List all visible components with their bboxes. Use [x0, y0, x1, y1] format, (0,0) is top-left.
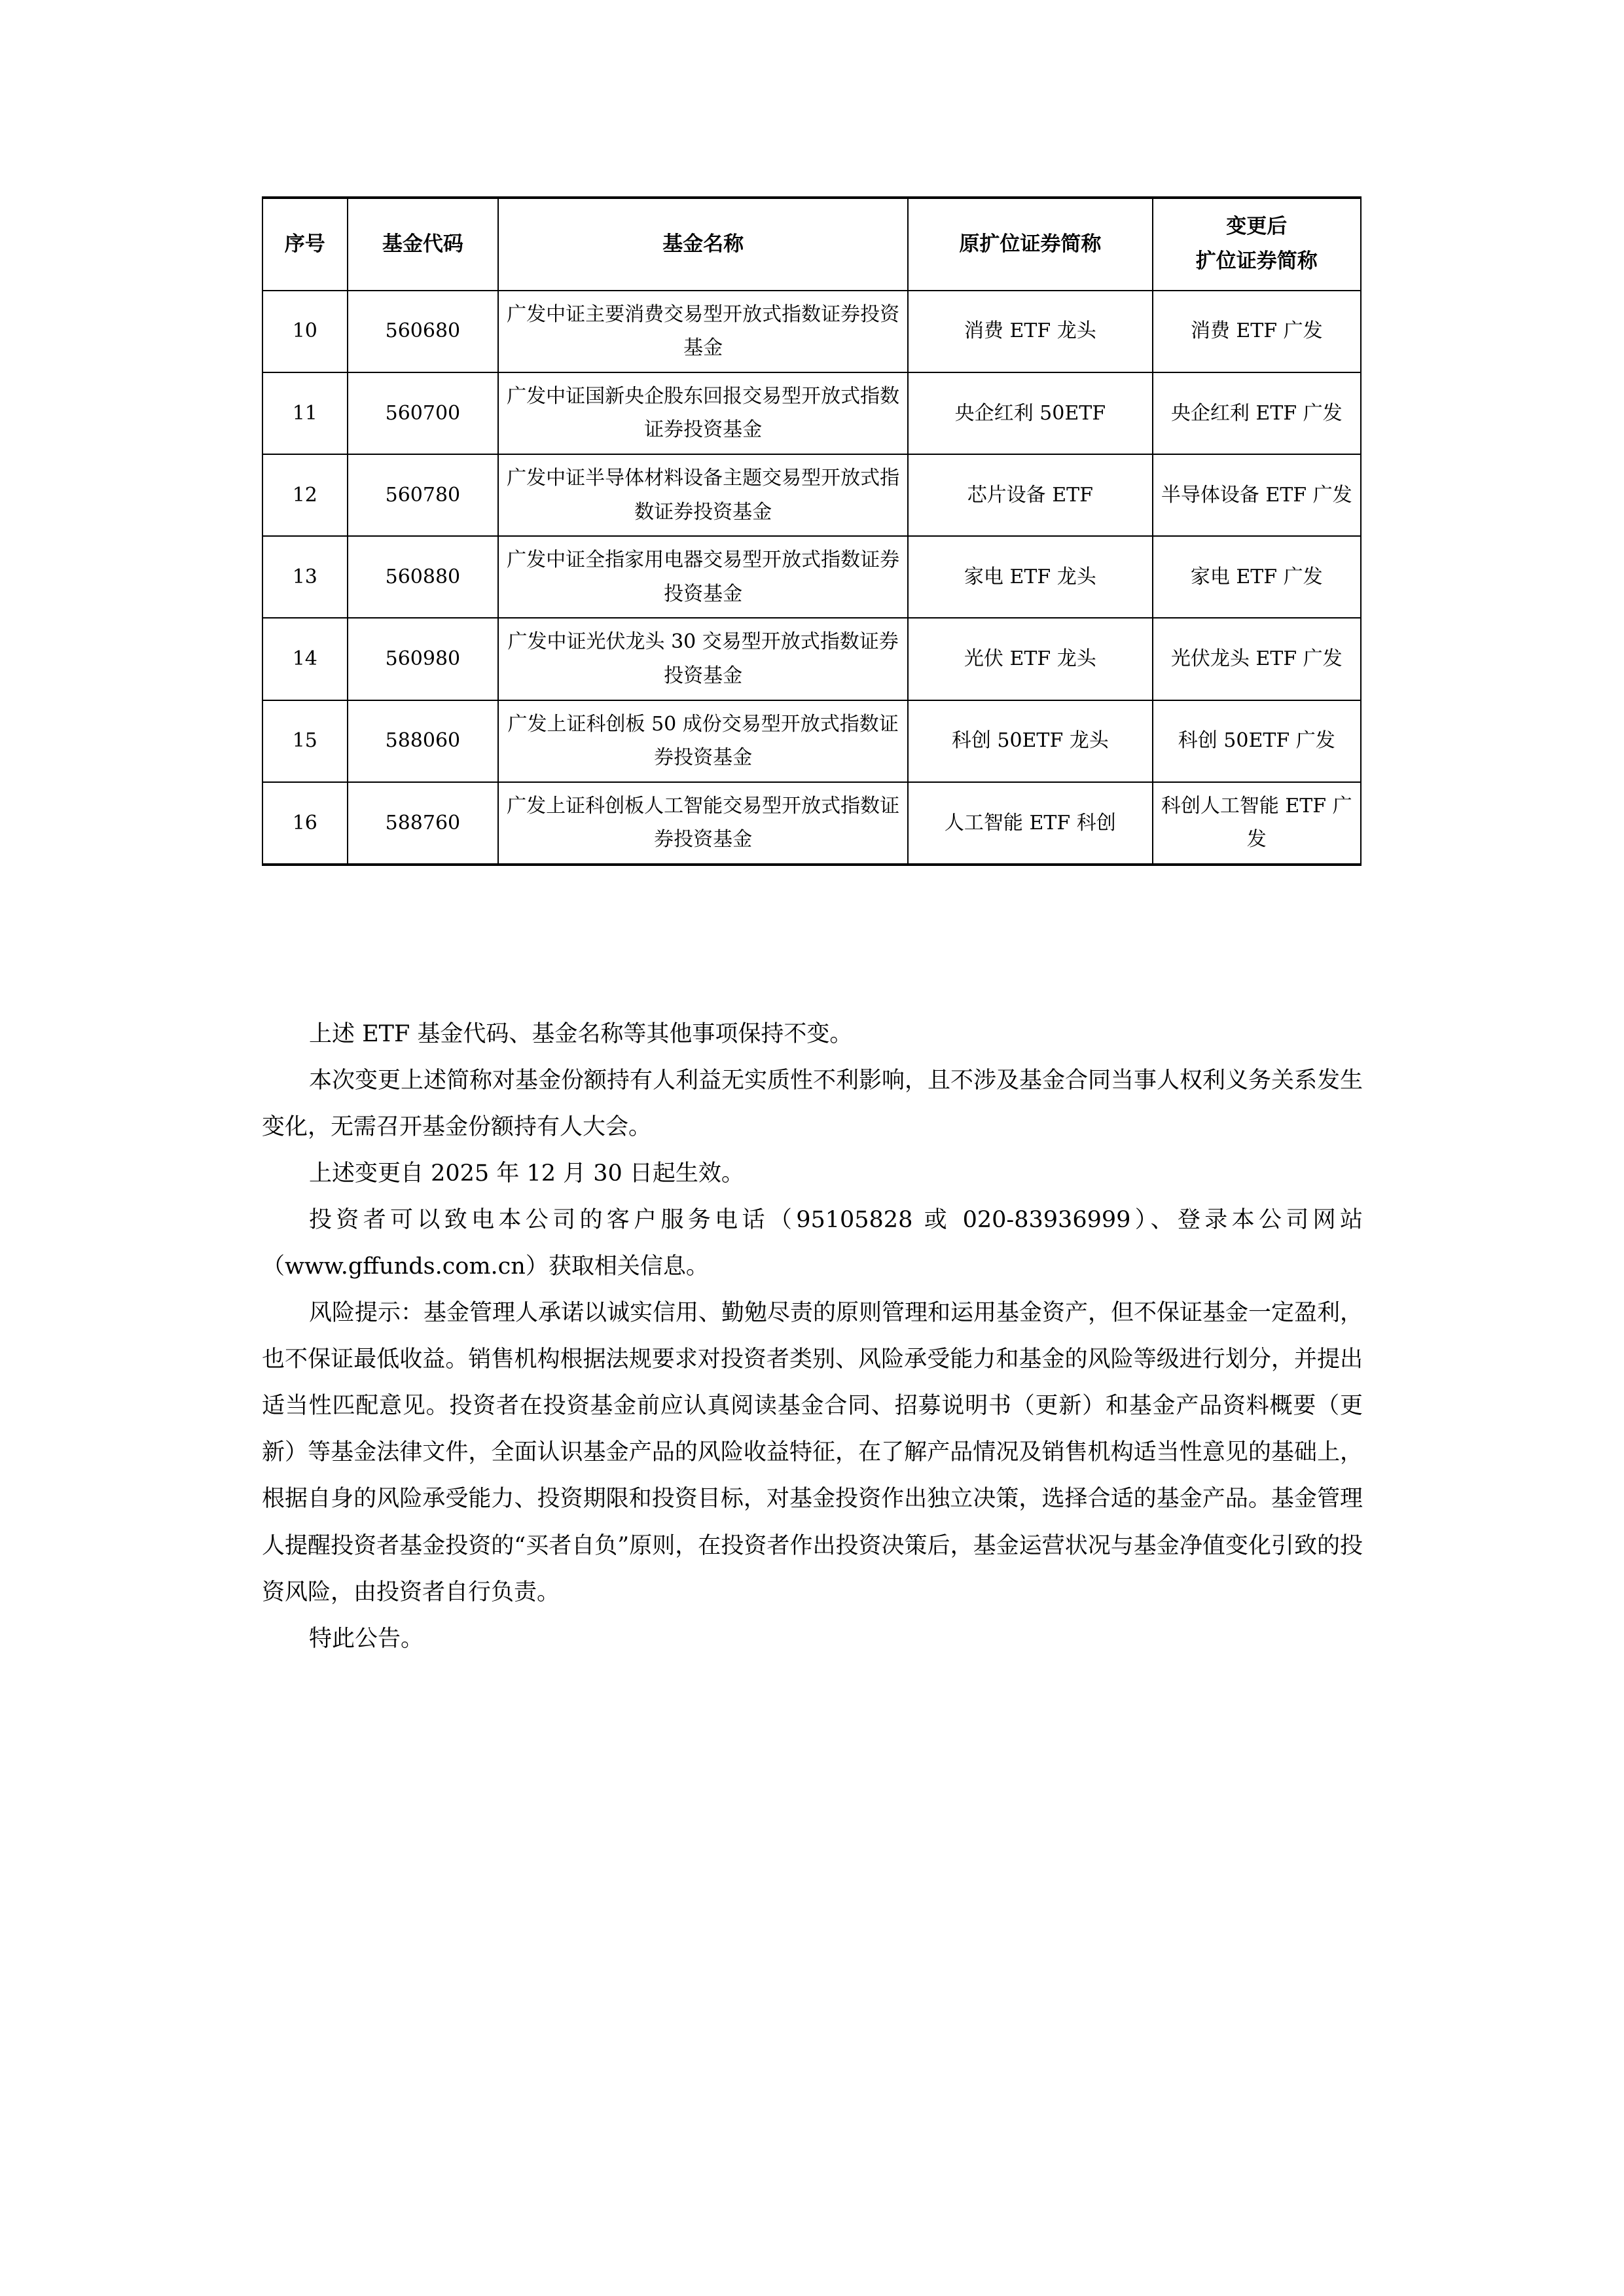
header-fund-code: 基金代码 [348, 198, 499, 291]
cell-original-abbreviation: 芯片设备 ETF [908, 454, 1152, 536]
cell-fund-name: 广发中证半导体材料设备主题交易型开放式指数证券投资基金 [498, 454, 908, 536]
paragraph-unchanged-items: 上述 ETF 基金代码、基金名称等其他事项保持不变。 [309, 1021, 853, 1047]
cell-original-abbreviation: 央企红利 50ETF [908, 372, 1152, 454]
cell-fund-code: 560680 [348, 291, 499, 372]
paragraph-contact-information: 投资者可以致电本公司的客户服务电话（95105828 或 020-83936999）、登录本公司网站（www.gffunds.com.cn）获取相关信息。 [262, 1207, 1363, 1280]
cell-fund-name: 广发中证光伏龙头 30 交易型开放式指数证券投资基金 [498, 618, 908, 700]
header-changed-line1: 变更后 [1226, 215, 1288, 238]
table-body [262, 291, 1361, 865]
cell-original-abbreviation: 家电 ETF 龙头 [908, 536, 1152, 618]
table-row [262, 618, 1361, 700]
cell-fund-name: 广发上证科创板人工智能交易型开放式指数证券投资基金 [498, 782, 908, 865]
cell-fund-name: 广发上证科创板 50 成份交易型开放式指数证券投资基金 [498, 700, 908, 782]
cell-changed-abbreviation: 央企红利 ETF 广发 [1153, 372, 1361, 454]
cell-original-abbreviation: 人工智能 ETF 科创 [908, 782, 1152, 865]
cell-sequence: 13 [262, 536, 348, 618]
cell-fund-name: 广发中证全指家用电器交易型开放式指数证券投资基金 [498, 536, 908, 618]
cell-changed-abbreviation: 科创 50ETF 广发 [1153, 700, 1361, 782]
paragraph-notice-closing: 特此公告。 [309, 1625, 424, 1652]
table-row [262, 454, 1361, 536]
cell-fund-code: 560700 [348, 372, 499, 454]
cell-sequence: 11 [262, 372, 348, 454]
table-row [262, 372, 1361, 454]
cell-changed-abbreviation: 光伏龙头 ETF 广发 [1153, 618, 1361, 700]
paragraph-no-material-impact: 本次变更上述简称对基金份额持有人利益无实质性不利影响，且不涉及基金合同当事人权利义务关系发生变化，无需召开基金份额持有人大会。 [262, 1067, 1363, 1141]
table-row [262, 700, 1361, 782]
table-row [262, 782, 1361, 865]
announcement-body [262, 1011, 1363, 1662]
cell-original-abbreviation: 光伏 ETF 龙头 [908, 618, 1152, 700]
paragraph-effective-date: 上述变更自 2025 年 12 月 30 日起生效。 [309, 1160, 744, 1187]
cell-fund-name: 广发中证国新央企股东回报交易型开放式指数证券投资基金 [498, 372, 908, 454]
cell-fund-code: 560780 [348, 454, 499, 536]
cell-sequence: 14 [262, 618, 348, 700]
table-row [262, 536, 1361, 618]
table-header [262, 198, 1361, 291]
header-sequence: 序号 [262, 198, 348, 291]
cell-original-abbreviation: 消费 ETF 龙头 [908, 291, 1152, 372]
cell-changed-abbreviation: 消费 ETF 广发 [1153, 291, 1361, 372]
cell-sequence: 10 [262, 291, 348, 372]
cell-fund-code: 560880 [348, 536, 499, 618]
cell-sequence: 12 [262, 454, 348, 536]
header-changed-line2: 扩位证券简称 [1195, 249, 1318, 274]
cell-changed-abbreviation: 半导体设备 ETF 广发 [1153, 454, 1361, 536]
cell-changed-abbreviation: 科创人工智能 ETF 广发 [1153, 782, 1361, 865]
table-row [262, 291, 1361, 372]
paragraph-risk-disclosure: 风险提示：基金管理人承诺以诚实信用、勤勉尽责的原则管理和运用基金资产，但不保证基金一定盈利，也不保证最低收益。销售机构根据法规要求对投资者类别、风险承受能力和基金的风险等级进行划分，并提出适当性匹配意见。投资者在投资基金前应认真阅读基金合同、招募说明书（更新）和基金产品资料概要（更新）等基金法律文件，全面认识基金产品的风险收益特征，在了解产品情况及销售机构适当性意见的基础上，根据自身的风险承受能力、投资期限和投资目标，对基金投资作出独立决策，选择合适的基金产品。基金管理人提醒投资者基金投资的“买者自负”原则，在投资者作出投资决策后，基金运营状况与基金净值变化引致的投资风险，由投资者自行负责。 [262, 1300, 1363, 1605]
header-fund-name: 基金名称 [498, 198, 908, 291]
fund-rename-table [262, 196, 1362, 866]
cell-fund-name: 广发中证主要消费交易型开放式指数证券投资基金 [498, 291, 908, 372]
cell-original-abbreviation: 科创 50ETF 龙头 [908, 700, 1152, 782]
header-changed-abbreviation [1153, 198, 1361, 291]
cell-fund-code: 588060 [348, 700, 499, 782]
cell-fund-code: 560980 [348, 618, 499, 700]
cell-changed-abbreviation: 家电 ETF 广发 [1153, 536, 1361, 618]
header-original-abbreviation: 原扩位证券简称 [908, 198, 1152, 291]
cell-sequence: 16 [262, 782, 348, 865]
cell-fund-code: 588760 [348, 782, 499, 865]
cell-sequence: 15 [262, 700, 348, 782]
table-header-row [262, 198, 1361, 291]
